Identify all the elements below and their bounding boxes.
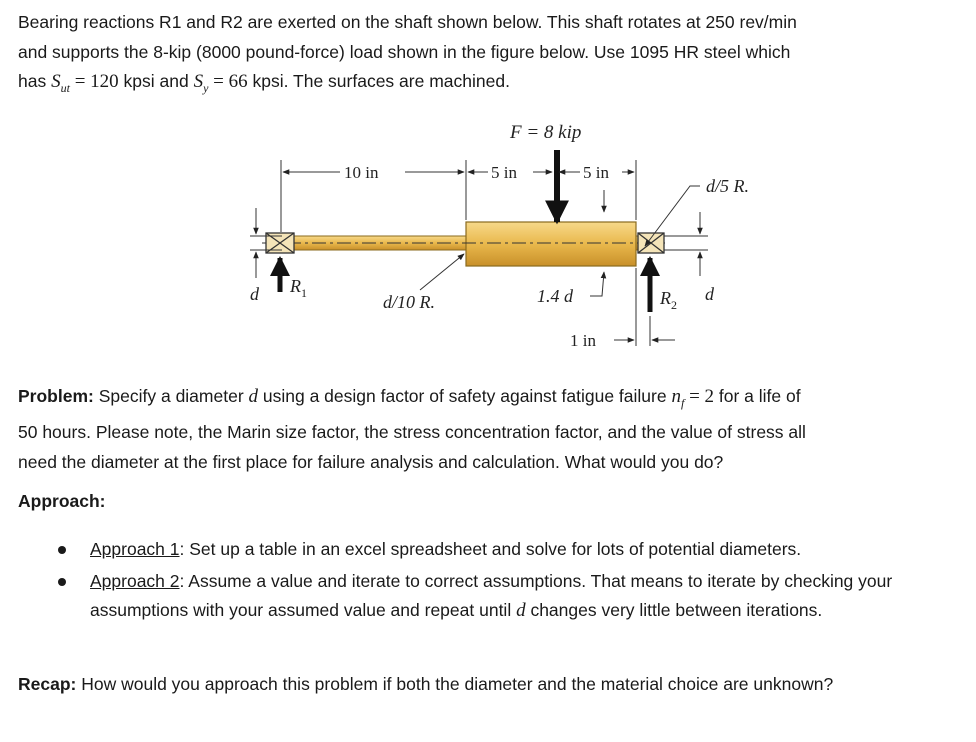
- list-item: Approach 2: Assume a value and iterate to correct assumptions. That means to iterate by checking your assumptions with your assumed value and repeat until d changes very little between iterations.: [0, 567, 976, 626]
- shaft-large-section: [466, 222, 636, 266]
- sy-value: = 66: [208, 71, 248, 92]
- intro-line-1: Bearing reactions R1 and R2 are exerted on the shaft shown below. This shaft rotates at 250 rev/min: [18, 12, 797, 32]
- intro-line-3: has $S_{ut} = 120$ kpsi and $S_y = 66$ kpsi. The surfaces are machined.: [18, 71, 510, 95]
- dim-1in: 1 in: [570, 331, 596, 350]
- bullet-icon: [58, 546, 66, 554]
- d-right-label: d: [705, 284, 714, 304]
- problem-paragraph: [18, 382, 968, 477]
- fillet-left-label: d/10 R.: [383, 292, 435, 312]
- problem-line-3: need the diameter at the first place for failure analysis and calculation. What would you do?: [18, 451, 724, 472]
- intro-line-2: and supports the 8-kip (8000 pound-force) load shown in the figure below. Use 1095 HR steel which: [18, 41, 791, 62]
- fillet-right-label: d/5 R.: [706, 176, 749, 196]
- bullet-icon: [58, 578, 66, 586]
- dim-10in: 10 in: [344, 163, 379, 182]
- reaction-r1-label: $R_1$: [290, 276, 307, 300]
- approach-heading: Approach:: [18, 491, 106, 511]
- dim-5in-b: 5 in: [583, 163, 609, 182]
- sut-value: = 120: [69, 71, 119, 92]
- list-item: Approach 1: Set up a table in an excel spreadsheet and solve for lots of potential diameters.: [0, 535, 976, 565]
- big-diameter-label: 1.4 d: [537, 286, 573, 306]
- reaction-r2-label: $R_2$: [660, 288, 677, 312]
- problem-line-1: Problem: Specify a diameter d using a design factor of safety against fatigue failure $n_f = 2$ for a life of: [18, 386, 801, 410]
- sut-symbol: $S_{ut}$: [51, 71, 70, 95]
- sy-symbol: $S_y$: [193, 71, 209, 95]
- approach-list: [0, 535, 976, 626]
- bearing-right: [638, 233, 664, 253]
- d-left-label: d: [250, 284, 259, 304]
- dim-5in-a: 5 in: [491, 163, 517, 182]
- force-label: F = 8 kip: [510, 122, 582, 143]
- problem-line-2: 50 hours. Please note, the Marin size factor, the stress concentration factor, and the value of stress all: [18, 422, 806, 443]
- recap-paragraph: Recap: How would you approach this problem if both the diameter and the material choice are unknown?: [18, 674, 834, 694]
- nf-value: = 2: [684, 386, 715, 407]
- nf-symbol: $n_f$: [671, 386, 685, 410]
